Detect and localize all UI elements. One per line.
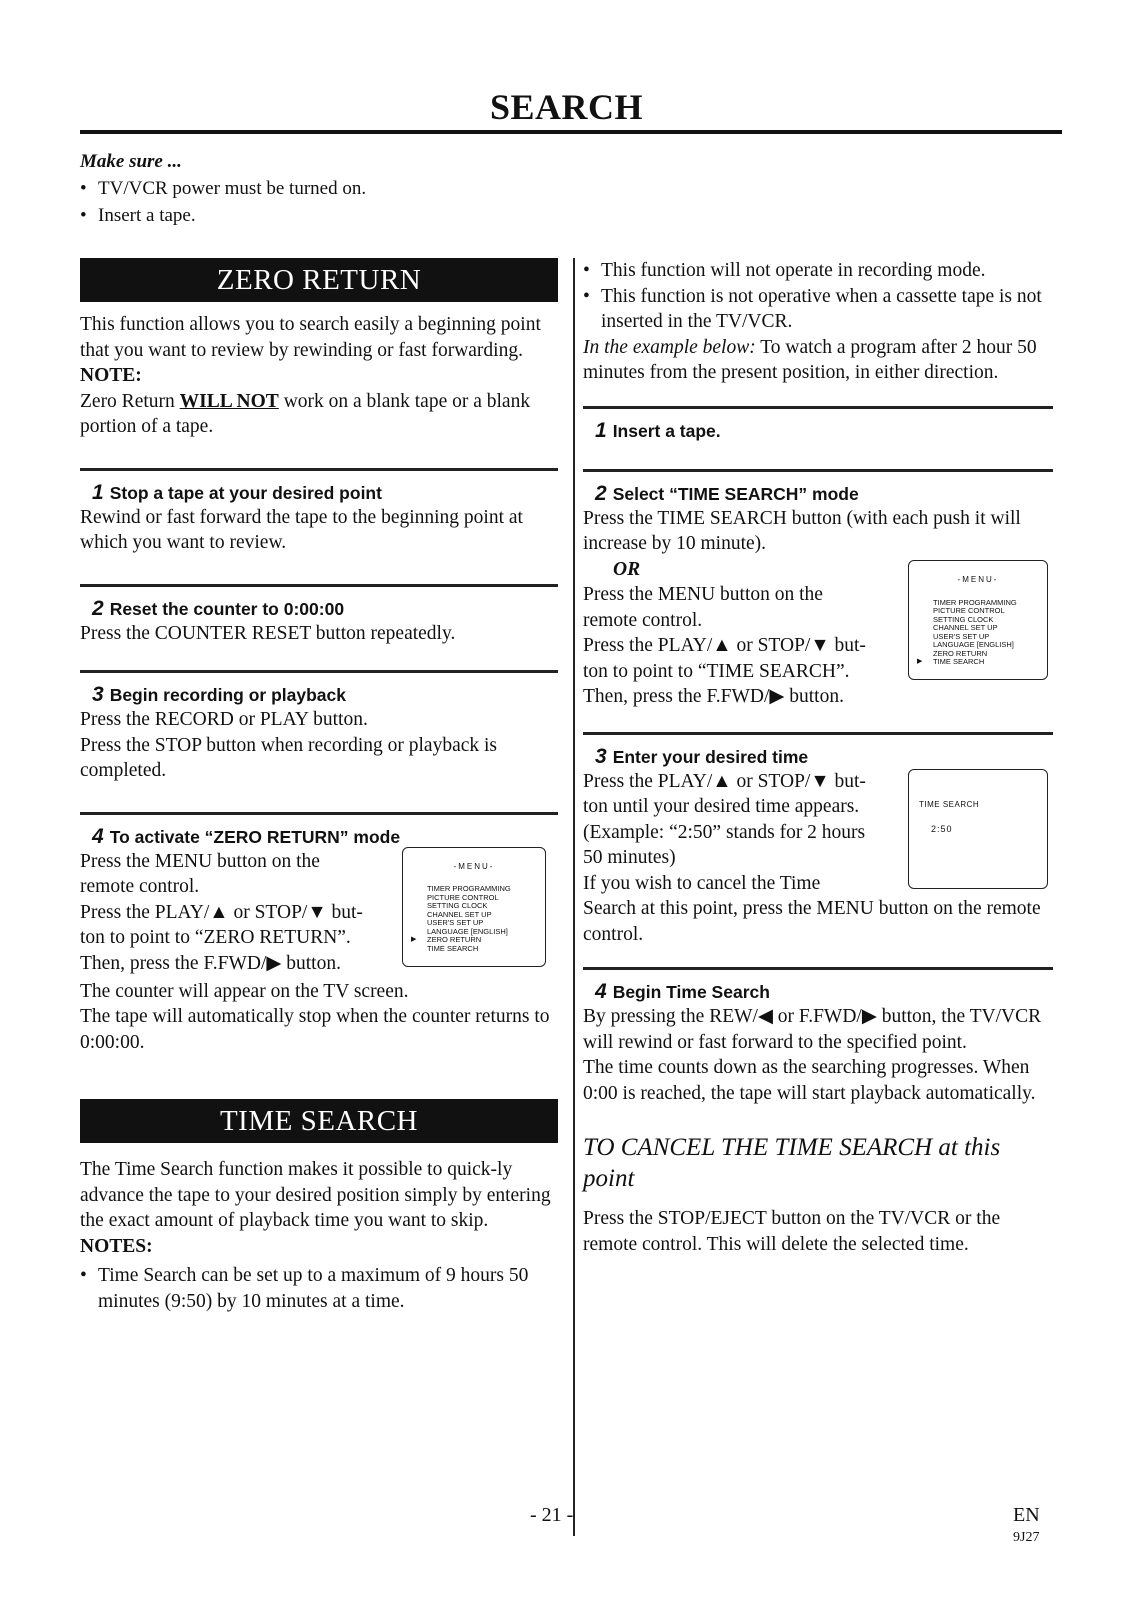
note-pre: Zero Return (80, 390, 180, 412)
notes-label: NOTES: (80, 1235, 153, 1257)
ts-step-2-block (583, 575, 1053, 710)
step-number: 2 (92, 596, 104, 620)
step-number: 1 (595, 418, 607, 442)
menu-item: SETTING CLOCK (427, 901, 488, 910)
step-number: 1 (92, 480, 104, 504)
ts-step-3-heading (583, 745, 1053, 769)
step-title: Enter your desired time (612, 746, 809, 767)
divider-rule (583, 967, 1053, 970)
example-lead: In the example below: (583, 336, 756, 358)
time-search-screen-value: 2:50 (931, 824, 953, 834)
zr-step-4-block (80, 849, 558, 979)
ts-step-4-body-1: By pressing the REW/◀ or F.FWD/▶ button, the TV/VCR will rewind or fast forward to the specified point. (583, 1006, 1042, 1053)
zr-step-4-after-1: The counter will appear on the TV screen. (80, 980, 409, 1002)
menu-list (403, 885, 545, 953)
zr-step-4-line: Press the PLAY/▲ or STOP/▼ but- (80, 901, 363, 923)
ts-step-2-line: Press the MENU button on the (583, 584, 823, 605)
note-label: NOTE: (80, 365, 142, 386)
divider-rule (583, 469, 1053, 472)
zr-step-2-heading (80, 597, 558, 621)
make-sure-item: • Insert a tape. (80, 202, 366, 229)
menu-title: -MENU- (453, 861, 495, 871)
ts-step-3-after: Search at this point, press the MENU button on the remote control. (583, 898, 1041, 945)
ts-step-2-body: Press the TIME SEARCH button (with each push it will increase by 10 minute). (583, 507, 1021, 554)
note-item: • Time Search can be set up to a maximum of 9 hours 50 minutes (9:50) by 10 minutes at a time. (80, 1263, 558, 1314)
right-column (583, 258, 1053, 1257)
menu-item: CHANNEL SET UP (933, 623, 998, 632)
title-rule (80, 130, 1062, 134)
note-item: • This function is not operative when a cassette tape is not inserted in the TV/VCR. (583, 284, 1053, 335)
zr-step-4-line: remote control. (80, 876, 200, 897)
menu-title: -MENU- (957, 575, 999, 584)
zero-return-intro: This function allows you to search easily a beginning point that you want to review by rewinding or fast forwarding. (80, 314, 541, 361)
menu-item-selected: ▶ ZERO RETURN (427, 936, 545, 945)
zr-step-4-line: Then, press the F.FWD/▶ button. (80, 952, 341, 974)
note-text (80, 389, 558, 440)
make-sure-lead: Make sure ... (80, 151, 182, 172)
document-code: 9J27 (1013, 1530, 1040, 1545)
example-text (583, 335, 1053, 386)
divider-rule (80, 584, 558, 587)
menu-item-selected: ▶ TIME SEARCH (933, 658, 1047, 667)
step-title: Begin Time Search (612, 982, 770, 1002)
zero-return-heading: ZERO RETURN (80, 258, 558, 302)
step-title: Insert a tape. (612, 420, 721, 441)
step-title: Begin recording or playback (109, 685, 346, 705)
ts-step-2-line: Press the PLAY/▲ or STOP/▼ but- (583, 635, 866, 656)
time-search-heading: TIME SEARCH (80, 1099, 558, 1143)
ts-step-1-heading (583, 419, 1053, 443)
zr-step-4-heading (80, 825, 558, 849)
ts-step-4-heading (583, 980, 1053, 1004)
step-title: Select “TIME SEARCH” mode (612, 483, 859, 504)
page-number: - 21 - (530, 1504, 574, 1526)
zr-step-3-body-1: Press the RECORD or PLAY button. (80, 709, 368, 730)
or-label: OR (613, 558, 641, 580)
note-post: work on a blank tape or a blank portion of a tape. (80, 390, 531, 437)
ts-step-2-line: Then, press the F.FWD/▶ button. (583, 686, 844, 707)
menu-item: LANGUAGE [ENGLISH] (933, 640, 1014, 649)
menu-item: TIME SEARCH (427, 943, 479, 953)
step-title: Stop a tape at your desired point (109, 482, 382, 503)
menu-item: TIMER PROGRAMMING (427, 884, 511, 893)
ts-step-2-line: ton to point to “TIME SEARCH”. (583, 660, 850, 682)
zr-step-4-after-2: The tape will automatically stop when the counter returns to 0:00:00. (80, 1006, 550, 1053)
language-code: EN (1013, 1504, 1040, 1526)
ts-step-2-line: remote control. (583, 609, 703, 631)
page-title: SEARCH (489, 87, 644, 127)
ts-step-3-line: ton until your desired time appears. (583, 796, 860, 817)
note-emphasis: WILL NOT (179, 390, 279, 412)
cancel-heading: TO CANCEL THE TIME SEARCH at this point (583, 1134, 1001, 1192)
menu-list (909, 599, 1047, 667)
menu-item: PICTURE CONTROL (933, 606, 1005, 615)
ts-step-3-block (583, 769, 1053, 897)
ts-step-3-line: Press the PLAY/▲ or STOP/▼ but- (583, 770, 866, 792)
menu-item: SETTING CLOCK (933, 614, 994, 624)
tv-menu-screen (402, 847, 546, 967)
divider-rule (80, 468, 558, 471)
zr-step-3-body-2: Press the STOP button when recording or playback is completed. (80, 734, 498, 781)
step-number: 4 (92, 824, 104, 848)
zr-step-3-heading (80, 683, 558, 707)
tv-time-search-screen (908, 769, 1048, 889)
zr-step-1-heading (80, 481, 558, 505)
divider-rule (80, 812, 558, 815)
menu-item: USER'S SET UP (933, 631, 990, 641)
ts-step-3-line: If you wish to cancel the Time (583, 872, 821, 894)
cancel-body: Press the STOP/EJECT button on the TV/VCR or the remote control. This will delete the selected time. (583, 1208, 1001, 1255)
note-item: • This function will not operate in recording mode. (583, 258, 1053, 284)
step-title: Reset the counter to 0:00:00 (109, 598, 345, 619)
step-number: 4 (595, 980, 607, 1003)
zr-step-4-line: ton to point to “ZERO RETURN”. (80, 927, 351, 948)
menu-item: TIMER PROGRAMMING (933, 597, 1017, 607)
divider-rule (583, 406, 1053, 409)
zr-step-4-line: Press the MENU button on the (80, 850, 320, 872)
tv-menu-screen (908, 560, 1048, 680)
divider-rule (583, 732, 1053, 735)
menu-item: ZERO RETURN (933, 648, 988, 658)
step-title: To activate “ZERO RETURN” mode (109, 826, 401, 847)
step-number: 2 (595, 481, 607, 505)
step-number: 3 (595, 744, 607, 768)
divider-rule (80, 670, 558, 673)
make-sure-item: • TV/VCR power must be turned on. (80, 175, 366, 202)
ts-step-2-heading (583, 482, 1053, 506)
menu-item: CHANNEL SET UP (427, 909, 492, 919)
example-body: To watch a program after 2 hour 50 minutes from the present position, in either direction. (583, 336, 1037, 383)
step-number: 3 (92, 683, 104, 706)
menu-item: LANGUAGE [ENGLISH] (427, 926, 508, 936)
ts-step-3-line: 50 minutes) (583, 847, 676, 868)
time-search-screen-label: TIME SEARCH (919, 799, 980, 809)
ts-step-3-line: (Example: “2:50” stands for 2 hours (583, 821, 866, 843)
left-column (80, 258, 558, 1314)
zr-step-1-body: Rewind or fast forward the tape to the beginning point at which you want to review. (80, 506, 523, 553)
column-divider (573, 258, 575, 1536)
make-sure-section (80, 148, 366, 229)
ts-step-4-body-2: The time counts down as the searching progresses. When 0:00 is reached, the tape will start playback automatically. (583, 1057, 1036, 1104)
zr-step-2-body: Press the COUNTER RESET button repeatedly. (80, 622, 456, 644)
time-search-intro: The Time Search function makes it possible to quick-ly advance the tape to your desired position simply by entering the exact amount of playback time you want to skip. (80, 1159, 551, 1231)
menu-item: USER'S SET UP (427, 918, 484, 927)
menu-item: PICTURE CONTROL (427, 892, 499, 902)
